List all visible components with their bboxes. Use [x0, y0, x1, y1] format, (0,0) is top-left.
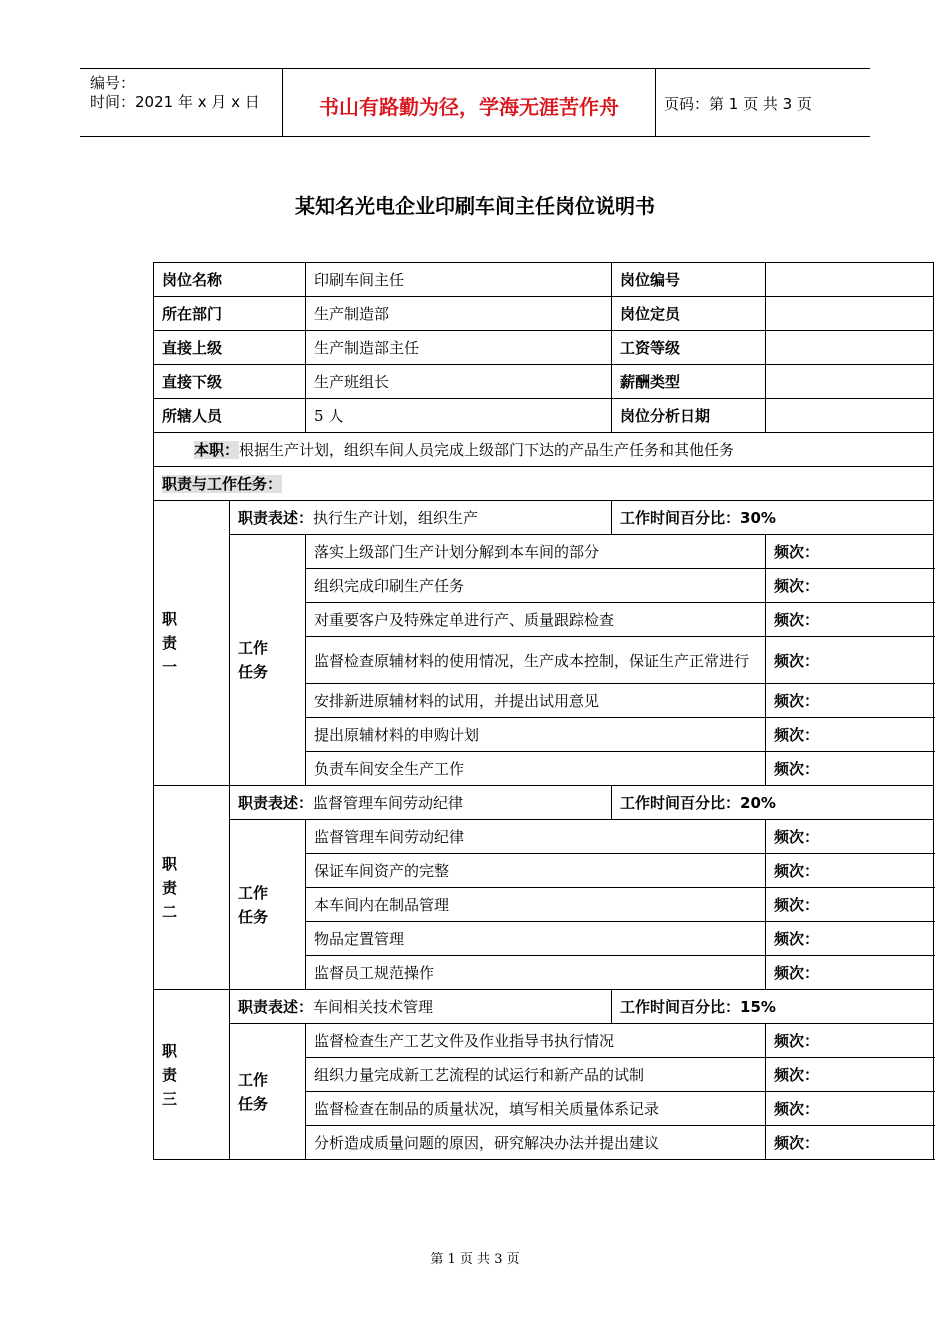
task-text: 组织完成印刷生产任务 [306, 569, 766, 603]
info-row [154, 399, 934, 433]
task-frequency: 频次： [766, 888, 934, 922]
header-meta-cell [80, 69, 282, 136]
task-frequency: 频次： [766, 637, 934, 684]
task-text: 保证车间资产的完整 [306, 854, 766, 888]
page-info: 页码：第 1 页 共 3 页 [664, 95, 812, 113]
task-frequency: 频次： [766, 1024, 934, 1058]
job-description-table [153, 262, 934, 1160]
task-text: 监督检查原辅材料的使用情况，生产成本控制，保证生产正常进行 [306, 637, 766, 684]
task-row [154, 820, 934, 854]
duty-desc-text: 监督管理车间劳动纪律 [313, 794, 464, 812]
task-frequency: 频次： [766, 569, 934, 603]
task-text: 提出原辅材料的申购计划 [306, 718, 766, 752]
task-frequency: 频次： [766, 752, 934, 786]
duties-header: 职责与工作任务： [162, 475, 283, 493]
task-frequency: 频次： [766, 854, 934, 888]
task-text: 监督检查在制品的质量状况，填写相关质量体系记录 [306, 1092, 766, 1126]
info-label-2: 工资等级 [612, 331, 766, 365]
duty-name-char: 责 [162, 634, 178, 652]
duty-desc-label: 职责表述： [238, 509, 314, 527]
info-value-2 [766, 297, 934, 331]
task-group-label-line: 任务 [238, 663, 269, 681]
info-label: 所在部门 [154, 297, 306, 331]
duty-name-char: 职 [162, 1041, 178, 1060]
serial-label: 编号： [90, 74, 136, 92]
duty-name-char: 一 [162, 658, 178, 676]
duty-pct-cell [612, 990, 934, 1024]
document-header [80, 68, 870, 137]
info-row [154, 365, 934, 399]
duty-desc-cell [230, 990, 612, 1024]
task-frequency: 频次： [766, 820, 934, 854]
task-text: 物品定置管理 [306, 922, 766, 956]
duty-desc-label: 职责表述： [238, 998, 314, 1016]
task-text: 负责车间安全生产工作 [306, 752, 766, 786]
role-summary-text: 根据生产计划，组织车间人员完成上级部门下达的产品生产任务和其他任务 [239, 441, 735, 459]
task-frequency: 频次： [766, 684, 934, 718]
info-label-2: 岗位定员 [612, 297, 766, 331]
task-group-label [230, 535, 306, 786]
duty-name-char: 职 [162, 854, 178, 873]
info-label: 岗位名称 [154, 263, 306, 297]
task-frequency: 频次： [766, 956, 934, 990]
duty-desc-row [154, 501, 934, 535]
task-text: 监督员工规范操作 [306, 956, 766, 990]
info-label: 直接下级 [154, 365, 306, 399]
task-text: 对重要客户及特殊定单进行产、质量跟踪检查 [306, 603, 766, 637]
duties-header-row [154, 467, 934, 501]
info-value: 5 人 [306, 399, 612, 433]
task-frequency: 频次： [766, 1126, 934, 1160]
info-label-2: 岗位分析日期 [612, 399, 766, 433]
task-text: 安排新进原辅材料的试用，并提出试用意见 [306, 684, 766, 718]
info-row [154, 331, 934, 365]
task-frequency: 频次： [766, 922, 934, 956]
info-value: 印刷车间主任 [306, 263, 612, 297]
duty-desc-cell [230, 786, 612, 820]
task-row [154, 535, 934, 569]
duty-pct-cell [612, 501, 934, 535]
duty-pct-label: 工作时间百分比： [620, 509, 741, 527]
info-label: 所辖人员 [154, 399, 306, 433]
task-group-label [230, 1024, 306, 1160]
task-group-label-line: 工作 [238, 1070, 269, 1089]
task-frequency: 频次： [766, 718, 934, 752]
task-frequency: 频次： [766, 1092, 934, 1126]
task-group-label-line: 任务 [238, 907, 269, 926]
job-description-body [154, 263, 934, 1160]
duty-desc-label: 职责表述： [238, 794, 314, 812]
info-label-2: 岗位编号 [612, 263, 766, 297]
info-value: 生产制造部主任 [306, 331, 612, 365]
info-value-2 [766, 365, 934, 399]
task-group-label-line: 任务 [238, 1094, 269, 1113]
duty-name-char: 职 [162, 610, 178, 628]
duty-desc-cell [230, 501, 612, 535]
document-title: 某知名光电企业印刷车间主任岗位说明书 [295, 194, 655, 218]
info-row [154, 263, 934, 297]
info-value-2 [766, 331, 934, 365]
info-value-2 [766, 399, 934, 433]
duty-pct-label: 工作时间百分比： [620, 998, 741, 1016]
duty-pct-label: 工作时间百分比： [620, 794, 741, 812]
info-row [154, 297, 934, 331]
duty-name [154, 786, 230, 990]
info-value: 生产班组长 [306, 365, 612, 399]
duty-desc-row [154, 786, 934, 820]
task-frequency: 频次： [766, 1058, 934, 1092]
task-text: 组织力量完成新工艺流程的试运行和新产品的试制 [306, 1058, 766, 1092]
task-text: 监督管理车间劳动纪律 [306, 820, 766, 854]
header-page-cell [656, 69, 870, 136]
duty-name-char: 责 [162, 1065, 178, 1084]
header-motto-cell [282, 69, 656, 136]
info-label: 直接上级 [154, 331, 306, 365]
task-row [154, 1024, 934, 1058]
page-footer: 第 1 页 共 3 页 [430, 1252, 520, 1267]
duty-desc-text: 执行生产计划，组织生产 [313, 509, 479, 527]
task-text: 监督检查生产工艺文件及作业指导书执行情况 [306, 1024, 766, 1058]
duties-header-cell [154, 467, 934, 501]
task-text: 分析造成质量问题的原因，研究解决办法并提出建议 [306, 1126, 766, 1160]
task-frequency: 频次： [766, 535, 934, 569]
task-group-label-line: 工作 [238, 639, 269, 657]
task-text: 落实上级部门生产计划分解到本车间的部分 [306, 535, 766, 569]
role-summary-cell [154, 433, 934, 467]
motto: 书山有路勤为径，学海无涯苦作舟 [319, 95, 619, 119]
duty-name-char: 三 [162, 1089, 178, 1108]
duty-pct-value: 20% [740, 794, 776, 812]
info-value-2 [766, 263, 934, 297]
duty-name [154, 990, 230, 1160]
duty-name-char: 二 [162, 902, 178, 921]
duty-name [154, 501, 230, 786]
duty-desc-row [154, 990, 934, 1024]
task-group-label-line: 工作 [238, 883, 269, 902]
time-label: 时间：2021 年 x 月 x 日 [90, 93, 260, 111]
duty-pct-cell [612, 786, 934, 820]
role-summary-label: 本职： [194, 441, 240, 459]
info-value: 生产制造部 [306, 297, 612, 331]
duty-pct-value: 15% [740, 998, 776, 1016]
info-label-2: 薪酬类型 [612, 365, 766, 399]
duty-pct-value: 30% [740, 509, 776, 527]
task-group-label [230, 820, 306, 990]
duty-name-char: 责 [162, 878, 178, 897]
role-summary-row [154, 433, 934, 467]
duty-desc-text: 车间相关技术管理 [313, 998, 434, 1016]
task-text: 本车间内在制品管理 [306, 888, 766, 922]
task-frequency: 频次： [766, 603, 934, 637]
